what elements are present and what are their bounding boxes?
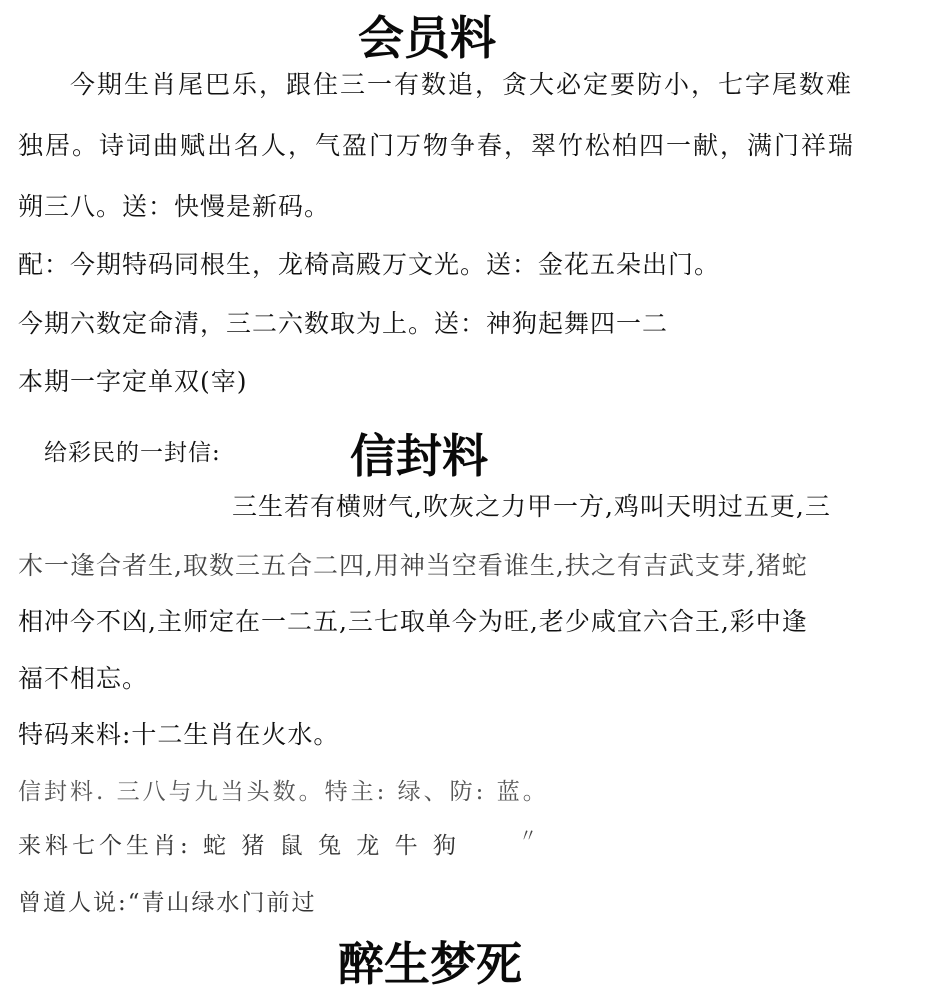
envelope-line-1: 三生若有横财气,吹灰之力甲一方,鸡叫天明过五更,三 [232,492,831,521]
envelope-line-8: 曾道人说:“青山绿水门前过 [18,890,317,916]
member-line-2: 独居。诗词曲赋出名人，气盈门万物争春，翠竹松柏四一献，满门祥瑞 [18,131,856,160]
envelope-line-7: 来料七个生肖: 蛇 猪 鼠 兔 龙 牛 狗 [18,833,460,859]
member-title: 会员料 [358,11,496,65]
envelope-line-5: 特码来料:十二生肖在火水。 [18,720,340,749]
envelope-intro: 给彩民的一封信: [44,440,221,466]
envelope-line-4: 福不相忘。 [18,664,149,693]
envelope-line-6: 信封料. 三八与九当头数。特主: 绿、防: 蓝。 [18,779,549,805]
envelope-line-3: 相冲今不凶,主师定在一二五,三七取单今为旺,老少咸宜六合王,彩中逢 [18,607,808,636]
member-line-6: 本期一字定单双(宰) [18,367,248,396]
member-line-3: 朔三八。送：快慢是新码。 [18,192,331,221]
envelope-title: 信封料 [350,429,488,483]
footer-title: 醉生梦死 [338,937,522,991]
envelope-line-2: 木一逢合者生,取数三五合二四,用神当空看谁生,扶之有吉武支芽,猪蛇 [18,551,808,580]
member-line-4: 配：今期特码同根生，龙椅高殿万文光。送：金花五朵出门。 [18,250,721,279]
member-line-5: 今期六数定命清，三二六数取为上。送：神狗起舞四一二 [18,309,669,338]
member-line-1: 今期生肖尾巴乐，跟住三一有数追，贪大必定要防小，七字尾数难 [70,70,854,99]
ink-mark: 〃 [519,826,537,847]
